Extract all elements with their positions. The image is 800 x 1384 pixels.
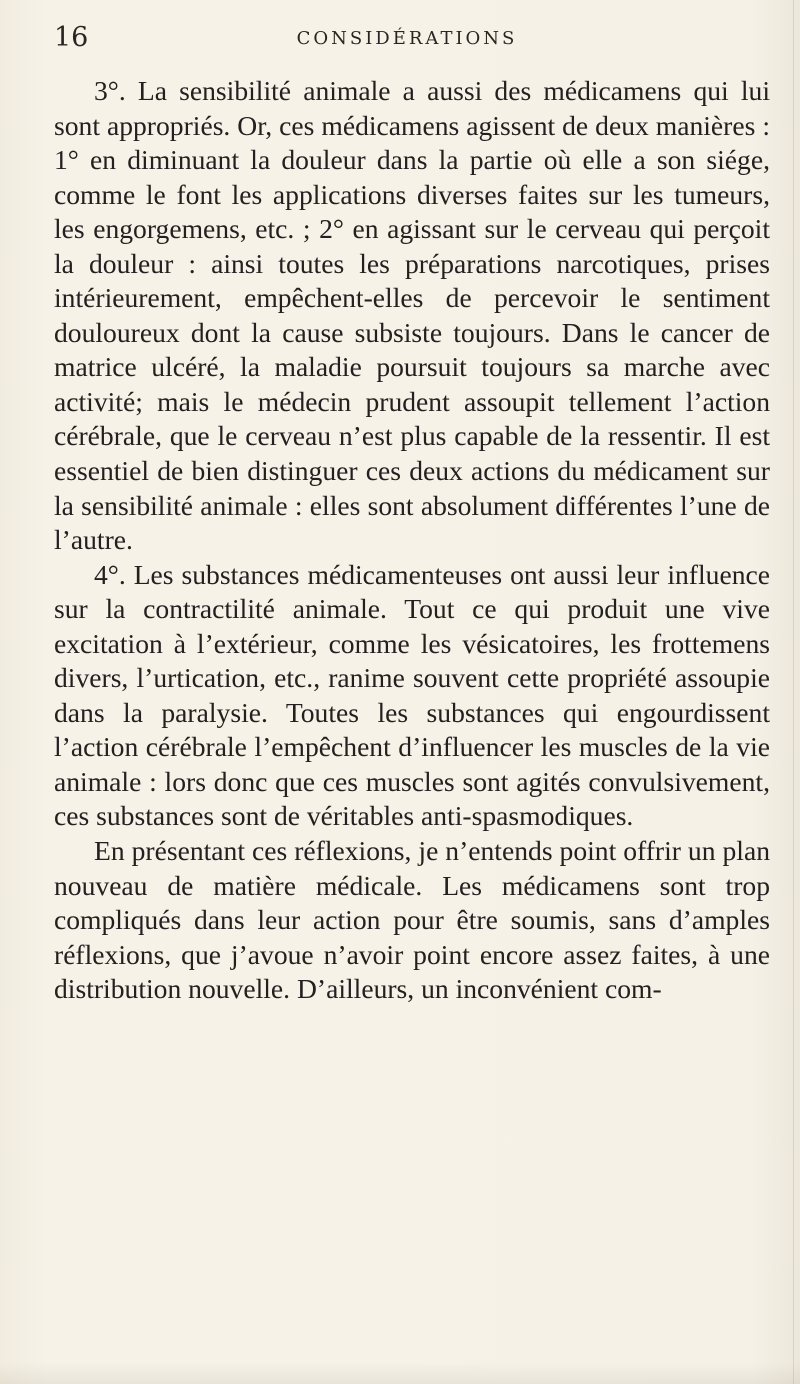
running-head: CONSIDÉRATIONS	[296, 28, 518, 49]
page-bottom-shadow	[0, 1362, 800, 1384]
page-header	[54, 22, 760, 62]
paragraph-reflexions: En présentant ces réflexions, je n’entends point offrir un plan nouveau de matière médicale. Les médicamens sont trop compliqués dans leur action pour être soumis, sans d’amples réflexions, que j’avoue n’avoir point encore assez faites, à une distribution nouvelle. D’ailleurs, un inconvénient com-	[54, 835, 770, 1005]
page-edge	[793, 0, 794, 1384]
paragraph-4: 4°. Les substances médicamenteuses ont aussi leur influence sur la contractilité animale. Tout ce qui produit une vive excitation à l’extérieur, comme les vésicatoires, les frottemens divers, l’urtication, etc., ranime souvent cette propriété assoupie dans la paralysie. Toutes les substances qui engourdissent l’action cérébrale l’empêchent d’influencer les muscles de la vie animale : lors donc que ces muscles sont agités convulsivement, ces substances sont de véritables anti-spasmodiques.	[54, 558, 770, 832]
paragraph-3: 3°. La sensibilité animale a aussi des médicamens qui lui sont appropriés. Or, ces médicamens agissent de deux manières : 1° en diminuant la douleur dans la partie où elle a son siége, comme le font les applications diverses faites sur les tumeurs, les engorgemens, etc. ; 2° en agissant sur le cerveau qui perçoit la douleur : ainsi toutes les préparations narcotiques, prises intérieurement, empêchent-elles de percevoir le sentiment douloureux dont la cause subsiste toujours. Dans le cancer de matrice ulcéré, la maladie poursuit toujours sa marche avec activité; mais le médecin prudent assoupit tellement l’action cérébrale, que le cerveau n’est plus capable de la ressentir. Il est essentiel de bien distinguer ces deux actions du médicament sur la sensibilité animale : elles sont absolument différentes l’une de l’autre.	[54, 75, 770, 556]
page-number: 16	[54, 22, 89, 53]
body-text	[54, 74, 770, 1007]
